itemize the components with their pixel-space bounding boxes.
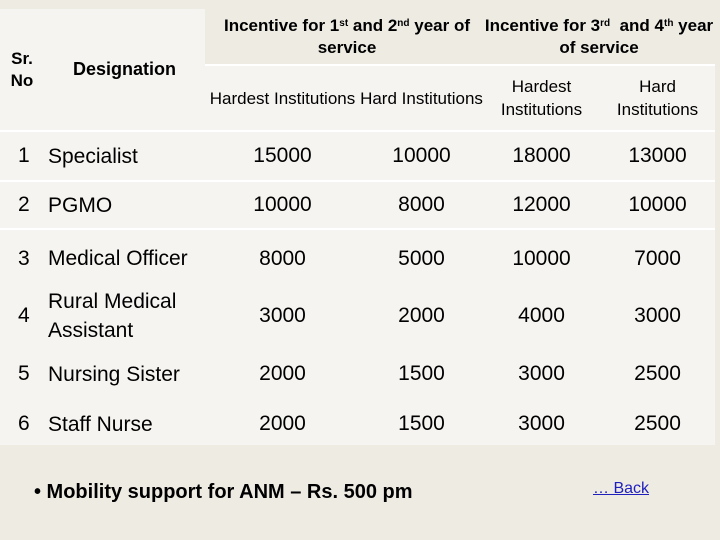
- back-link[interactable]: … Back: [593, 480, 650, 497]
- group1-sup-nd: nd: [397, 17, 410, 29]
- group-header-year-3-4: [483, 9, 715, 65]
- cell-value: 3000: [518, 412, 565, 435]
- cell-value: 4000: [518, 304, 565, 327]
- cell-value: 2000: [259, 412, 306, 435]
- table-row: [0, 403, 715, 445]
- cell-value: 10000: [360, 131, 483, 181]
- cell-value: 3000: [518, 362, 565, 385]
- group-header-year-1-2: [205, 9, 483, 65]
- table-row: [0, 229, 715, 287]
- row-sr-no: 3: [0, 229, 44, 287]
- header-row-groups: [0, 9, 715, 65]
- cell-value: 10000: [483, 229, 600, 287]
- subheader-hardest-1: Hardest Institutions: [205, 65, 360, 131]
- cell-value: 3000: [259, 304, 306, 327]
- cell-value: 2000: [259, 362, 306, 385]
- row-designation: Medical Officer: [44, 229, 205, 287]
- cell-value: 3000: [634, 304, 681, 327]
- sr-no-header: Sr. No: [0, 9, 44, 131]
- row-designation: PGMO: [44, 181, 205, 229]
- incentive-table: [0, 9, 715, 445]
- cell-value: 2500: [634, 412, 681, 435]
- subheader-hard-2: Hard Institutions: [600, 65, 715, 131]
- cell-value: 7000: [600, 229, 715, 287]
- row-designation: Staff Nurse: [48, 412, 153, 436]
- cell-value: 8000: [205, 229, 360, 287]
- cell-value: 15000: [205, 131, 360, 181]
- row-sr-no: 5: [18, 362, 30, 385]
- table-row: [0, 345, 715, 403]
- group2-text-start: Incentive for 3: [484, 15, 601, 35]
- group1-sup-st: st: [339, 17, 349, 29]
- table-row: [0, 131, 715, 181]
- group1-text-end: year of service: [317, 15, 470, 57]
- cell-value: 18000: [483, 131, 600, 181]
- row-designation: Specialist: [44, 131, 205, 181]
- cell-value: 2000: [398, 304, 445, 327]
- cell-value: 8000: [360, 181, 483, 229]
- cell-value: 10000: [205, 181, 360, 229]
- row-designation: Nursing Sister: [48, 362, 180, 386]
- cell-value: 12000: [483, 181, 600, 229]
- group2-sup-th: th: [664, 17, 674, 29]
- row-sr-no: 6: [18, 412, 30, 435]
- cell-value: 13000: [600, 131, 715, 181]
- row-sr-no: 4: [18, 304, 30, 327]
- row-sr-no: 1: [0, 131, 44, 181]
- cell-value: 5000: [360, 229, 483, 287]
- group1-text-start: Incentive for 1: [224, 15, 340, 35]
- group1-text-mid: and 2: [348, 15, 398, 35]
- table-row: [0, 181, 715, 229]
- cell-value: 10000: [600, 181, 715, 229]
- group2-text-mid: and 4: [610, 15, 664, 35]
- group2-sup-rd: rd: [600, 17, 611, 29]
- row-sr-no: 2: [0, 181, 44, 229]
- cell-value: 1500: [398, 412, 445, 435]
- cell-value: 2500: [634, 362, 681, 385]
- mobility-support-note: • Mobility support for ANM – Rs. 500 pm: [34, 481, 413, 503]
- cell-value: 1500: [398, 362, 445, 385]
- row-designation: Rural Medical Assistant: [48, 290, 177, 342]
- table-row: [0, 287, 715, 345]
- group2-text-end: year of service: [559, 15, 714, 57]
- designation-header: Designation: [44, 9, 205, 131]
- subheader-hard-1: Hard Institutions: [360, 65, 483, 131]
- subheader-hardest-2: Hardest Institutions: [483, 65, 600, 131]
